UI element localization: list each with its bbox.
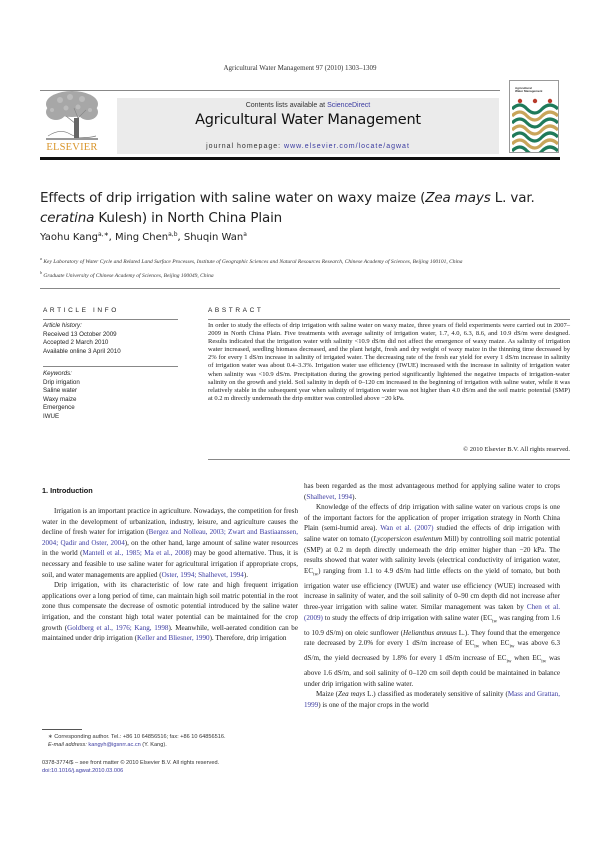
abstract-label: ABSTRACT [208,307,264,314]
citation-link[interactable]: Mantell et al., 1985; Ma et al., 2008 [82,549,190,558]
header-bottom-rule [40,157,560,160]
keyword-item: Saline water [43,387,78,395]
keyword-item: Drip irrigation [43,378,80,386]
cover-wave-pattern-icon [512,97,558,153]
issn-doi-block [42,759,302,775]
running-head: Agricultural Water Management 97 (2010) 1303–1309 [223,64,377,72]
author-affiliation-mark: a,b [168,231,178,238]
affiliation-rule [40,288,560,289]
article-history: Article history: Received 13 October 2009 Accepted 2 March 2010 Available online 3 April 2010 [43,322,121,355]
header-top-rule [40,90,500,91]
footnote-rule [42,729,82,730]
citation-link[interactable]: Bergez and Nolleau, 2003; Zwart and Bastiaanssen, 2004; Qadir and Oster, 2004 [42,528,299,547]
citation-link[interactable]: Oster, 1994; Shalhevet, 1994 [161,570,244,579]
author-name[interactable]: Ming Chen [115,232,169,243]
journal-title: Agricultural Water Management [195,112,421,128]
journal-homepage-link[interactable]: www.elsevier.com/locate/agwat [284,143,410,150]
contents-available-line [117,102,499,109]
intro-right-column [304,481,560,711]
abstract-copyright: © 2010 Elsevier B.V. All rights reserved. [463,446,570,453]
contents-prefix: Contents lists available at [245,102,328,109]
keyword-item: Emergence [43,404,75,412]
author-affiliation-mark: a [243,231,247,238]
author-name[interactable]: Shuqin Wan [183,232,244,243]
intro-paragraph-continued: has been regarded as the most advantageous method for applying saline water to crops (Shalhevet, 1994). [304,482,560,501]
abstract-bottom-rule [208,459,570,460]
journal-cover-thumbnail [509,80,559,153]
homepage-prefix: journal homepage: [206,143,285,150]
doi-link[interactable]: doi:10.1016/j.agwat.2010.03.006 [42,768,124,774]
intro-paragraph-2: Drip irrigation, with its characteristic of low rate and high frequent irrigation applications over a long period of time, can maintain high soil matric potential in the root zone thus compensate the decrease of osmotic potential introduced by the saline water irrigation, and the constant high total water potential can be maintained for the crop growth (Goldberg et al., 1976; Kang, 1998). Meanwhile, well-aerated condition can be maintained under drip irrigation (Keller and Bliesner, 1990). Therefore, drip irrigation [42,581,298,643]
author-email-link[interactable]: kangyh@igsnrr.ac.cn [88,742,141,748]
journal-homepage-line [117,143,499,150]
citation-link[interactable]: Wan et al. (2007) [380,524,434,533]
keyword-item: IWUE [43,412,60,420]
keyword-item: Waxy maize [43,395,77,403]
abstract-top-rule [208,319,570,320]
citation-link[interactable]: Chen et al. (2009) [304,602,560,622]
cover-title: Agricultural Water Management [515,86,543,94]
accepted-date: Accepted 2 March 2010 [43,339,109,347]
introduction-heading: 1. Introduction [42,486,93,495]
intro-paragraph-3: Knowledge of the effects of drip irrigation with saline water on various crops is one of the important factors for the application of proper irrigation strategy in North China Plain (semi-humid area). Wan et al. (2007) studied the effects of drip irrigation with saline water on tomato (Lycopersicon esulentum Mill) by controlling soil matric potential (SMP) at 0.2 m depth directly underneath the drip emitter higher than −20 kPa. The results showed that water with salinity levels (electrical conductivity of irrigation water, $EC_{iw}$) ranging from 1.1 to 4.9 dS/m had little effects on the yield of tomato, but both irrigation water use efficiency (IWUE) and water use efficiency (WUE) increased with increase in salinity of water, and the soil salinity of 0–90 cm depth did not increase after three-year irrigation with saline water. Similar management was taken by Chen et al. (2009) to study the effects of drip irrigation with saline water ($EC_{iw}$ was ranging from 1.6 to 10.9 dS/m) on oleic sunflower (Helianthus annuus L.). They found that the emergence rate decreased by 2.0% for every 1 dS/m increase of $EC_{iw}$ when $EC_{iw}$ was above 6.3 dS/m, the yield decreased by 1.8% for every 1 dS/m increase of $EC_{iw}$ when $EC_{iw}$ was above 1.6 dS/m, and soil salinity of 0–120 cm soil depth could be maintained in balance under drip irrigation with saline water. [304,503,560,688]
citation-link[interactable]: Keller and Bliesner, 1990 [136,634,210,643]
received-date: Received 13 October 2009 [43,330,117,338]
sciencedirect-link[interactable]: ScienceDirect [327,102,371,109]
keywords-rule [43,366,178,367]
intro-left-column [42,506,298,644]
affiliation-b: $^b$ Graduate University of Chinese Academy of Sciences, Beijing 100049, China [40,270,214,279]
online-date: Available online 3 April 2010 [43,347,121,355]
citation-link[interactable]: Goldberg et al., 1976; Kang, 1998 [67,623,169,632]
author-list: Yaohu Kang$^{a,∗}$, Ming Chen$^{a,b}$, Shuqin Wan$^a$ [40,231,247,243]
article-title: Effects of drip irrigation with saline water on waxy maize (Zea mays L. var. ceratina Kulesh) in North China Plain [40,190,535,226]
affiliation-a: $^a$ Key Laboratory of Water Cycle and Related Land Surface Processes, Institute of Geographic Sciences and Natural Resources Research, Chinese Academy of Sciences, Beijing 100101, China [40,256,463,265]
issn-line: 0378-3774/$ – see front matter © 2010 Elsevier B.V. All rights reserved. [42,760,220,766]
intro-paragraph-4: Maize (Zea mays L.) classified as moderately sensitive of salinity (Mass and Grattan, 1999) is one of the major crops in the world [304,690,560,709]
citation-link[interactable]: Shalhevet, 1994 [306,492,353,501]
intro-paragraph-1: Irrigation is an important practice in agriculture. Nowadays, the competition for fresh water in the development of urbanization, industry, leisure, and agriculture causes the decline of fresh water for irrigation (Bergez and Nolleau, 2003; Zwart and Bastiaanssen, 2004; Qadir and Oster, 2004), on the other hand, large amount of saline water resources in the world (Mantell et al., 1985; Ma et al., 2008) may be good alternative. Thus, it is necessary and feasible to use saline water for agricultural irrigation if appropriate crops, soil, and water managements are applied (Oster, 1994; Shalhevet, 1994). [42,507,299,579]
abstract-text: In order to study the effects of drip irrigation with saline water on waxy maize, three years of field experiments were carried out in 2007–2009 in North China Plain. Five treatments with average salinity of irrigation water, 1.7, 4.0, 6.3, 8.6, and 10.9 dS/m were designed. Results indicated that the irrigation water with salinity <10.9 dS/m did not affect the emergence of waxy maize. As salinity of irrigation water increased, seedling biomass decreased, and the plant height, fresh and dry weight of waxy maize in the thinning time decreased by 2% for every 1 dS/m increase in salinity of irrigated water. The decreasing rate of the fresh ear yield for every 1 dS/m increase in salinity of irrigation water was about 0.4–3.3%. Irrigation water use efficiency (IWUE) increased with the increase in salinity of irrigation water when salinity was <10.9 dS/m. Precipitation during the growing period significantly lightened the negative impacts of irrigation-water salinity on the growth and yield. Soil salinity in depth of 0–120 cm increased in the beginning of irrigation with saline water, while it was relatively stable in the subsequent year when salinity of irrigation water was not higher than 4.0 dS/m and the soil matric potential (SMP) at 0.2 m directly underneath the drip emitter was controlled above −20 kPa. [208,322,570,402]
article-info-rule [43,319,178,320]
citation-link[interactable]: Mass and Grattan, 1999 [304,690,560,709]
corresponding-author-footnote: ∗ Corresponding author. Tel.: +86 10 64856516; fax: +86 10 64856516. E-mail address: kangyh@igsnrr.ac.cn (Y. Kang). [48,734,226,748]
article-info-label: ARTICLE INFO [43,307,119,314]
author-affiliation-mark: a,∗ [98,231,109,238]
elsevier-wordmark: ELSEVIER [46,142,98,153]
keywords-list: Keywords: Drip irrigation Saline water Waxy maize Emergence IWUE [43,370,80,420]
author-name[interactable]: Yaohu Kang [40,232,99,243]
